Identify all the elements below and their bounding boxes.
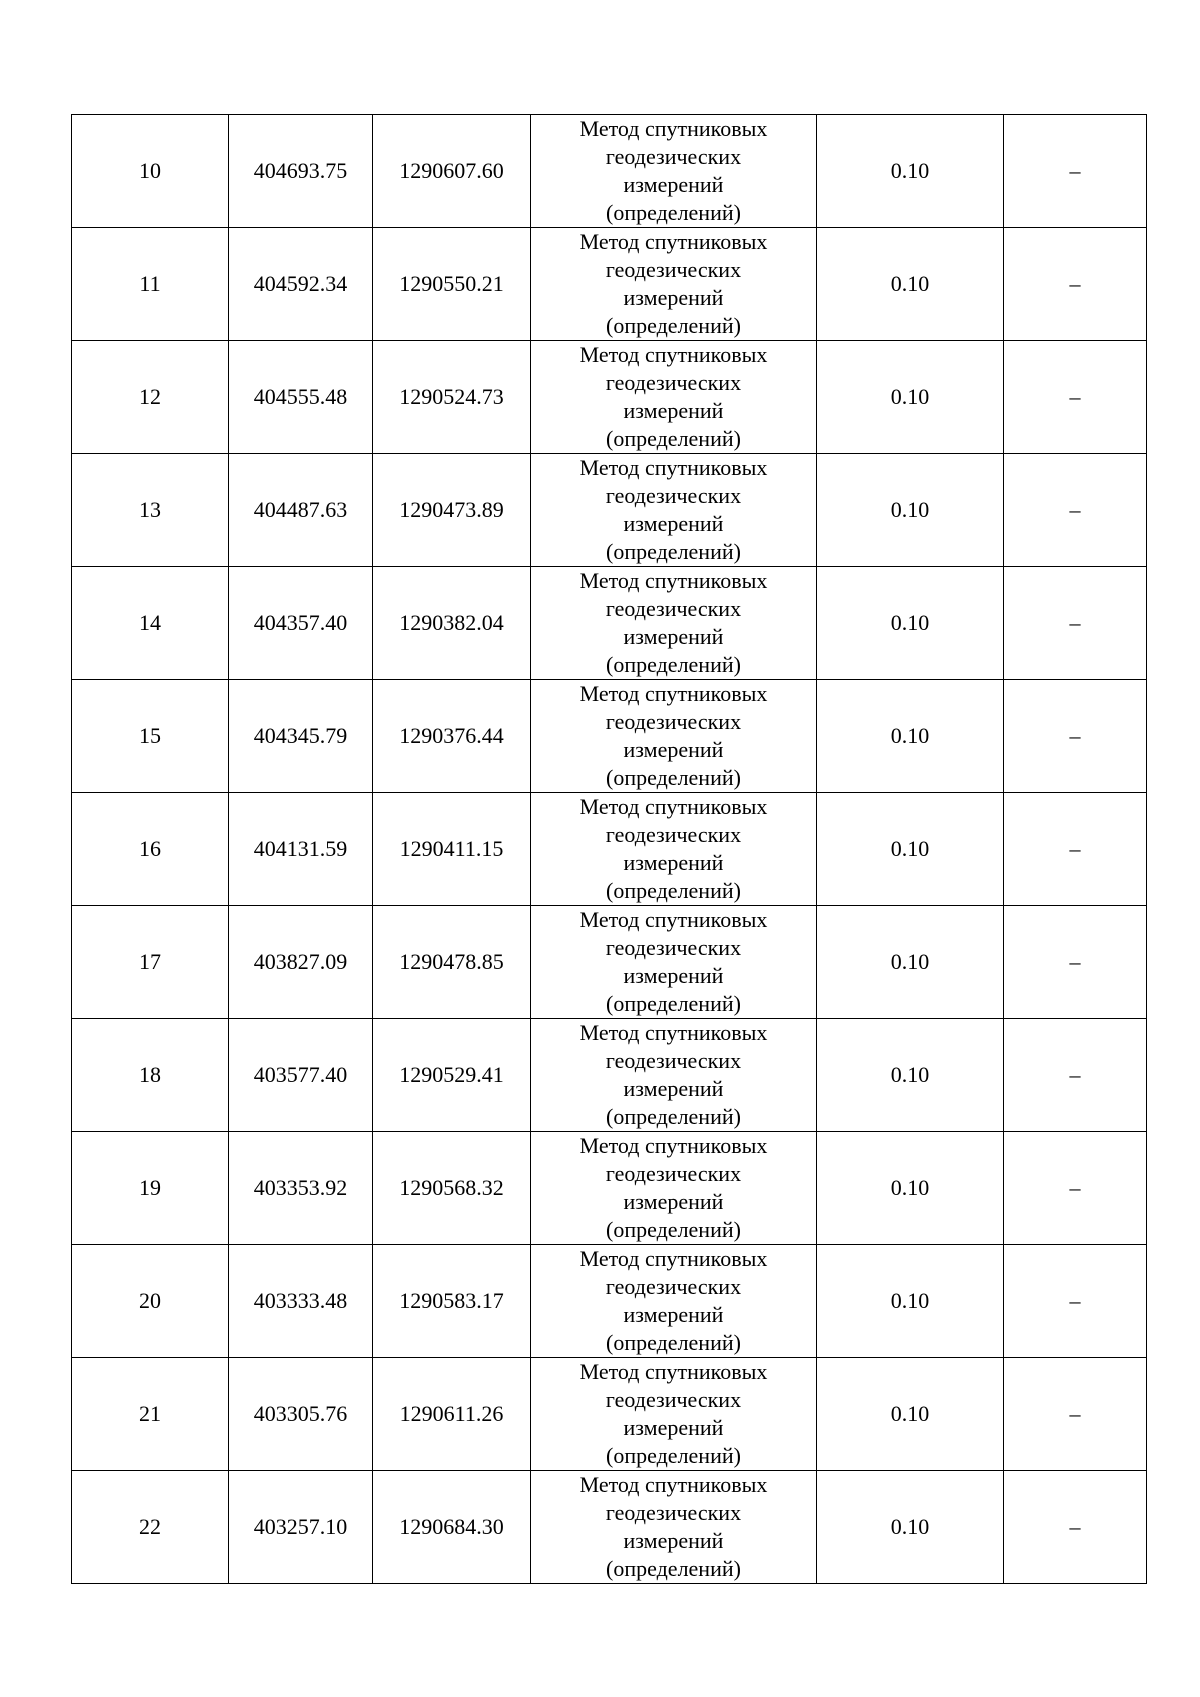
method-cell — [531, 1245, 817, 1358]
point-number-cell: 12 — [72, 341, 229, 454]
method-text-line: измерений — [623, 1076, 724, 1101]
method-text-line: (определений) — [606, 652, 741, 677]
accuracy-cell: 0.10 — [817, 115, 1004, 228]
accuracy-cell: 0.10 — [817, 1019, 1004, 1132]
x-coordinate-cell: 403827.09 — [229, 906, 373, 1019]
table-row — [72, 1245, 1147, 1358]
method-text-line: (определений) — [606, 878, 741, 903]
accuracy-cell: 0.10 — [817, 1132, 1004, 1245]
note-cell: – — [1004, 1358, 1147, 1471]
method-cell — [531, 567, 817, 680]
accuracy-cell: 0.10 — [817, 341, 1004, 454]
table-row — [72, 341, 1147, 454]
note-cell: – — [1004, 567, 1147, 680]
method-text-line: измерений — [623, 963, 724, 988]
method-text-line: (определений) — [606, 1556, 741, 1581]
y-coordinate-cell: 1290568.32 — [373, 1132, 531, 1245]
point-number-cell: 19 — [72, 1132, 229, 1245]
method-text-line: Метод спутниковых — [579, 229, 768, 254]
y-coordinate-cell: 1290529.41 — [373, 1019, 531, 1132]
method-text-line: Метод спутниковых — [579, 1020, 768, 1045]
table-row — [72, 1358, 1147, 1471]
x-coordinate-cell: 404131.59 — [229, 793, 373, 906]
note-cell: – — [1004, 341, 1147, 454]
method-text-line: (определений) — [606, 991, 741, 1016]
method-text-line: Метод спутниковых — [579, 342, 768, 367]
accuracy-cell: 0.10 — [817, 228, 1004, 341]
table-row — [72, 228, 1147, 341]
method-text-line: (определений) — [606, 1104, 741, 1129]
note-cell: – — [1004, 906, 1147, 1019]
y-coordinate-cell: 1290607.60 — [373, 115, 531, 228]
method-text-line: измерений — [623, 624, 724, 649]
method-text-line: геодезических — [605, 257, 742, 282]
x-coordinate-cell: 404693.75 — [229, 115, 373, 228]
x-coordinate-cell: 404487.63 — [229, 454, 373, 567]
method-text-line: измерений — [623, 285, 724, 310]
method-text-line: геодезических — [605, 709, 742, 734]
method-text-line: измерений — [623, 1528, 724, 1553]
method-text-line: геодезических — [605, 1048, 742, 1073]
point-number-cell: 21 — [72, 1358, 229, 1471]
point-number-cell: 22 — [72, 1471, 229, 1584]
y-coordinate-cell: 1290376.44 — [373, 680, 531, 793]
point-number-cell: 13 — [72, 454, 229, 567]
accuracy-cell: 0.10 — [817, 906, 1004, 1019]
method-text-line: геодезических — [605, 822, 742, 847]
method-text-line: Метод спутниковых — [579, 116, 768, 141]
method-cell — [531, 906, 817, 1019]
method-cell — [531, 793, 817, 906]
y-coordinate-cell: 1290411.15 — [373, 793, 531, 906]
method-text-line: (определений) — [606, 765, 741, 790]
method-cell — [531, 680, 817, 793]
y-coordinate-cell: 1290684.30 — [373, 1471, 531, 1584]
note-cell: – — [1004, 680, 1147, 793]
x-coordinate-cell: 403577.40 — [229, 1019, 373, 1132]
method-text-line: Метод спутниковых — [579, 794, 768, 819]
table-row — [72, 567, 1147, 680]
accuracy-cell: 0.10 — [817, 567, 1004, 680]
method-text-line: геодезических — [605, 935, 742, 960]
y-coordinate-cell: 1290382.04 — [373, 567, 531, 680]
method-text-line: измерений — [623, 172, 724, 197]
x-coordinate-cell: 404357.40 — [229, 567, 373, 680]
method-cell — [531, 228, 817, 341]
note-cell: – — [1004, 1019, 1147, 1132]
method-text-line: (определений) — [606, 426, 741, 451]
x-coordinate-cell: 403305.76 — [229, 1358, 373, 1471]
y-coordinate-cell: 1290524.73 — [373, 341, 531, 454]
point-number-cell: 17 — [72, 906, 229, 1019]
accuracy-cell: 0.10 — [817, 680, 1004, 793]
table-row — [72, 1019, 1147, 1132]
y-coordinate-cell: 1290583.17 — [373, 1245, 531, 1358]
y-coordinate-cell: 1290611.26 — [373, 1358, 531, 1471]
method-text-line: измерений — [623, 511, 724, 536]
method-text-line: геодезических — [605, 370, 742, 395]
point-number-cell: 15 — [72, 680, 229, 793]
table-row — [72, 454, 1147, 567]
method-cell — [531, 341, 817, 454]
method-text-line: измерений — [623, 850, 724, 875]
y-coordinate-cell: 1290478.85 — [373, 906, 531, 1019]
point-number-cell: 20 — [72, 1245, 229, 1358]
x-coordinate-cell: 404555.48 — [229, 341, 373, 454]
method-text-line: (определений) — [606, 313, 741, 338]
table-row — [72, 1471, 1147, 1584]
point-number-cell: 14 — [72, 567, 229, 680]
method-text-line: (определений) — [606, 1217, 741, 1242]
accuracy-cell: 0.10 — [817, 793, 1004, 906]
method-text-line: Метод спутниковых — [579, 907, 768, 932]
point-number-cell: 18 — [72, 1019, 229, 1132]
note-cell: – — [1004, 228, 1147, 341]
method-text-line: Метод спутниковых — [579, 1133, 768, 1158]
x-coordinate-cell: 403333.48 — [229, 1245, 373, 1358]
point-number-cell: 16 — [72, 793, 229, 906]
note-cell: – — [1004, 454, 1147, 567]
method-text-line: геодезических — [605, 1274, 742, 1299]
note-cell: – — [1004, 1132, 1147, 1245]
table-row — [72, 906, 1147, 1019]
method-text-line: Метод спутниковых — [579, 1359, 768, 1384]
method-cell — [531, 115, 817, 228]
table-row — [72, 115, 1147, 228]
method-text-line: геодезических — [605, 1500, 742, 1525]
x-coordinate-cell: 404592.34 — [229, 228, 373, 341]
method-cell — [531, 1358, 817, 1471]
method-text-line: геодезических — [605, 1387, 742, 1412]
x-coordinate-cell: 404345.79 — [229, 680, 373, 793]
point-number-cell: 11 — [72, 228, 229, 341]
method-text-line: измерений — [623, 1415, 724, 1440]
accuracy-cell: 0.10 — [817, 1471, 1004, 1584]
method-text-line: измерений — [623, 398, 724, 423]
method-cell — [531, 1132, 817, 1245]
table-row — [72, 680, 1147, 793]
coordinates-table-body — [72, 115, 1147, 1584]
point-number-cell: 10 — [72, 115, 229, 228]
accuracy-cell: 0.10 — [817, 1358, 1004, 1471]
method-text-line: Метод спутниковых — [579, 568, 768, 593]
method-text-line: измерений — [623, 737, 724, 762]
method-text-line: измерений — [623, 1189, 724, 1214]
method-cell — [531, 1019, 817, 1132]
method-text-line: Метод спутниковых — [579, 1246, 768, 1271]
y-coordinate-cell: 1290550.21 — [373, 228, 531, 341]
accuracy-cell: 0.10 — [817, 1245, 1004, 1358]
method-text-line: (определений) — [606, 1330, 741, 1355]
note-cell: – — [1004, 1471, 1147, 1584]
method-text-line: (определений) — [606, 539, 741, 564]
method-text-line: геодезических — [605, 596, 742, 621]
method-cell — [531, 454, 817, 567]
method-text-line: (определений) — [606, 1443, 741, 1468]
y-coordinate-cell: 1290473.89 — [373, 454, 531, 567]
note-cell: – — [1004, 115, 1147, 228]
method-text-line: Метод спутниковых — [579, 1472, 768, 1497]
method-text-line: (определений) — [606, 200, 741, 225]
table-row — [72, 1132, 1147, 1245]
note-cell: – — [1004, 793, 1147, 906]
method-text-line: геодезических — [605, 1161, 742, 1186]
method-text-line: Метод спутниковых — [579, 455, 768, 480]
accuracy-cell: 0.10 — [817, 454, 1004, 567]
method-text-line: геодезических — [605, 144, 742, 169]
method-text-line: измерений — [623, 1302, 724, 1327]
x-coordinate-cell: 403257.10 — [229, 1471, 373, 1584]
method-text-line: геодезических — [605, 483, 742, 508]
method-cell — [531, 1471, 817, 1584]
coordinates-table — [71, 114, 1147, 1584]
note-cell: – — [1004, 1245, 1147, 1358]
x-coordinate-cell: 403353.92 — [229, 1132, 373, 1245]
table-row — [72, 793, 1147, 906]
method-text-line: Метод спутниковых — [579, 681, 768, 706]
